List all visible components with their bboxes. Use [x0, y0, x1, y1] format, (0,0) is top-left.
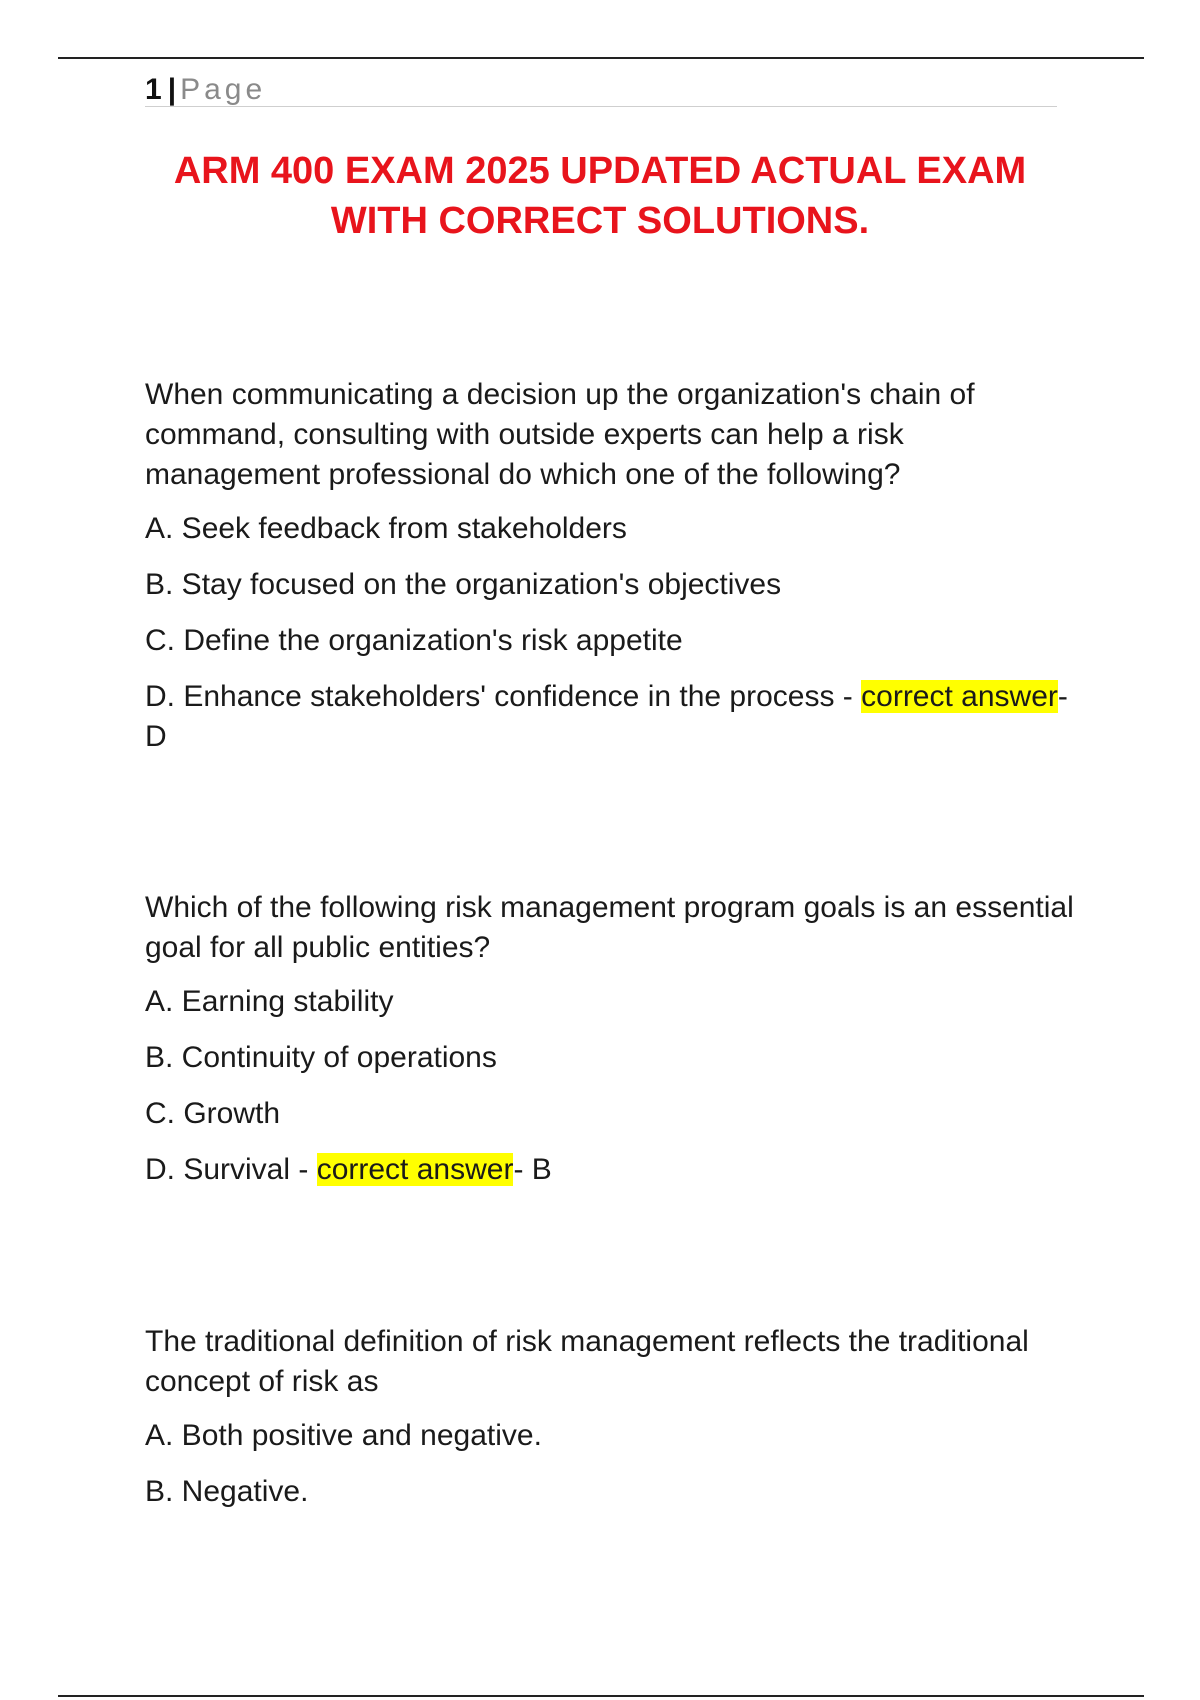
question-text: Which of the following risk management program goals is an essential goal for all public entities?	[145, 891, 1074, 964]
correct-answer-highlight: correct answer	[316, 1153, 514, 1186]
answer-letter: - D	[145, 680, 1068, 753]
answer-letter: - B	[513, 1153, 552, 1186]
option-d-text: D. Enhance stakeholders' confidence in the process -	[145, 680, 862, 713]
option-d	[145, 677, 1075, 757]
title-line-2: WITH CORRECT SOLUTIONS.	[330, 200, 870, 242]
page-header	[145, 72, 1057, 107]
bottom-rule	[58, 1695, 1144, 1697]
option-a: A. Earning stability	[145, 985, 394, 1018]
option-b: B. Stay focused on the organization's objectives	[145, 568, 782, 601]
document-title	[100, 146, 1100, 246]
correct-answer-highlight: correct answer	[861, 680, 1058, 713]
option-a: A. Seek feedback from stakeholders	[145, 512, 627, 545]
option-d-text: D. Survival -	[145, 1153, 317, 1186]
question-2	[145, 888, 1075, 1206]
option-c: C. Growth	[145, 1097, 281, 1130]
page-word: Page	[180, 73, 267, 106]
page-separator: |	[167, 73, 177, 106]
question-text: The traditional definition of risk management reflects the traditional concept of risk as	[145, 1325, 1029, 1398]
option-a: A. Both positive and negative.	[145, 1419, 542, 1452]
question-3	[145, 1322, 1075, 1528]
option-b: B. Continuity of operations	[145, 1041, 497, 1074]
question-1	[145, 375, 1075, 773]
question-text: When communicating a decision up the organization's chain of command, consulting with outside experts can help a risk management professional do which one of the following?	[145, 378, 975, 491]
option-c: C. Define the organization's risk appetite	[145, 624, 683, 657]
title-line-1: ARM 400 EXAM 2025 UPDATED ACTUAL EXAM	[173, 150, 1027, 192]
option-b: B. Negative.	[145, 1475, 309, 1508]
top-rule	[58, 57, 1144, 59]
option-d	[145, 1150, 1075, 1190]
page-number: 1	[145, 73, 162, 106]
